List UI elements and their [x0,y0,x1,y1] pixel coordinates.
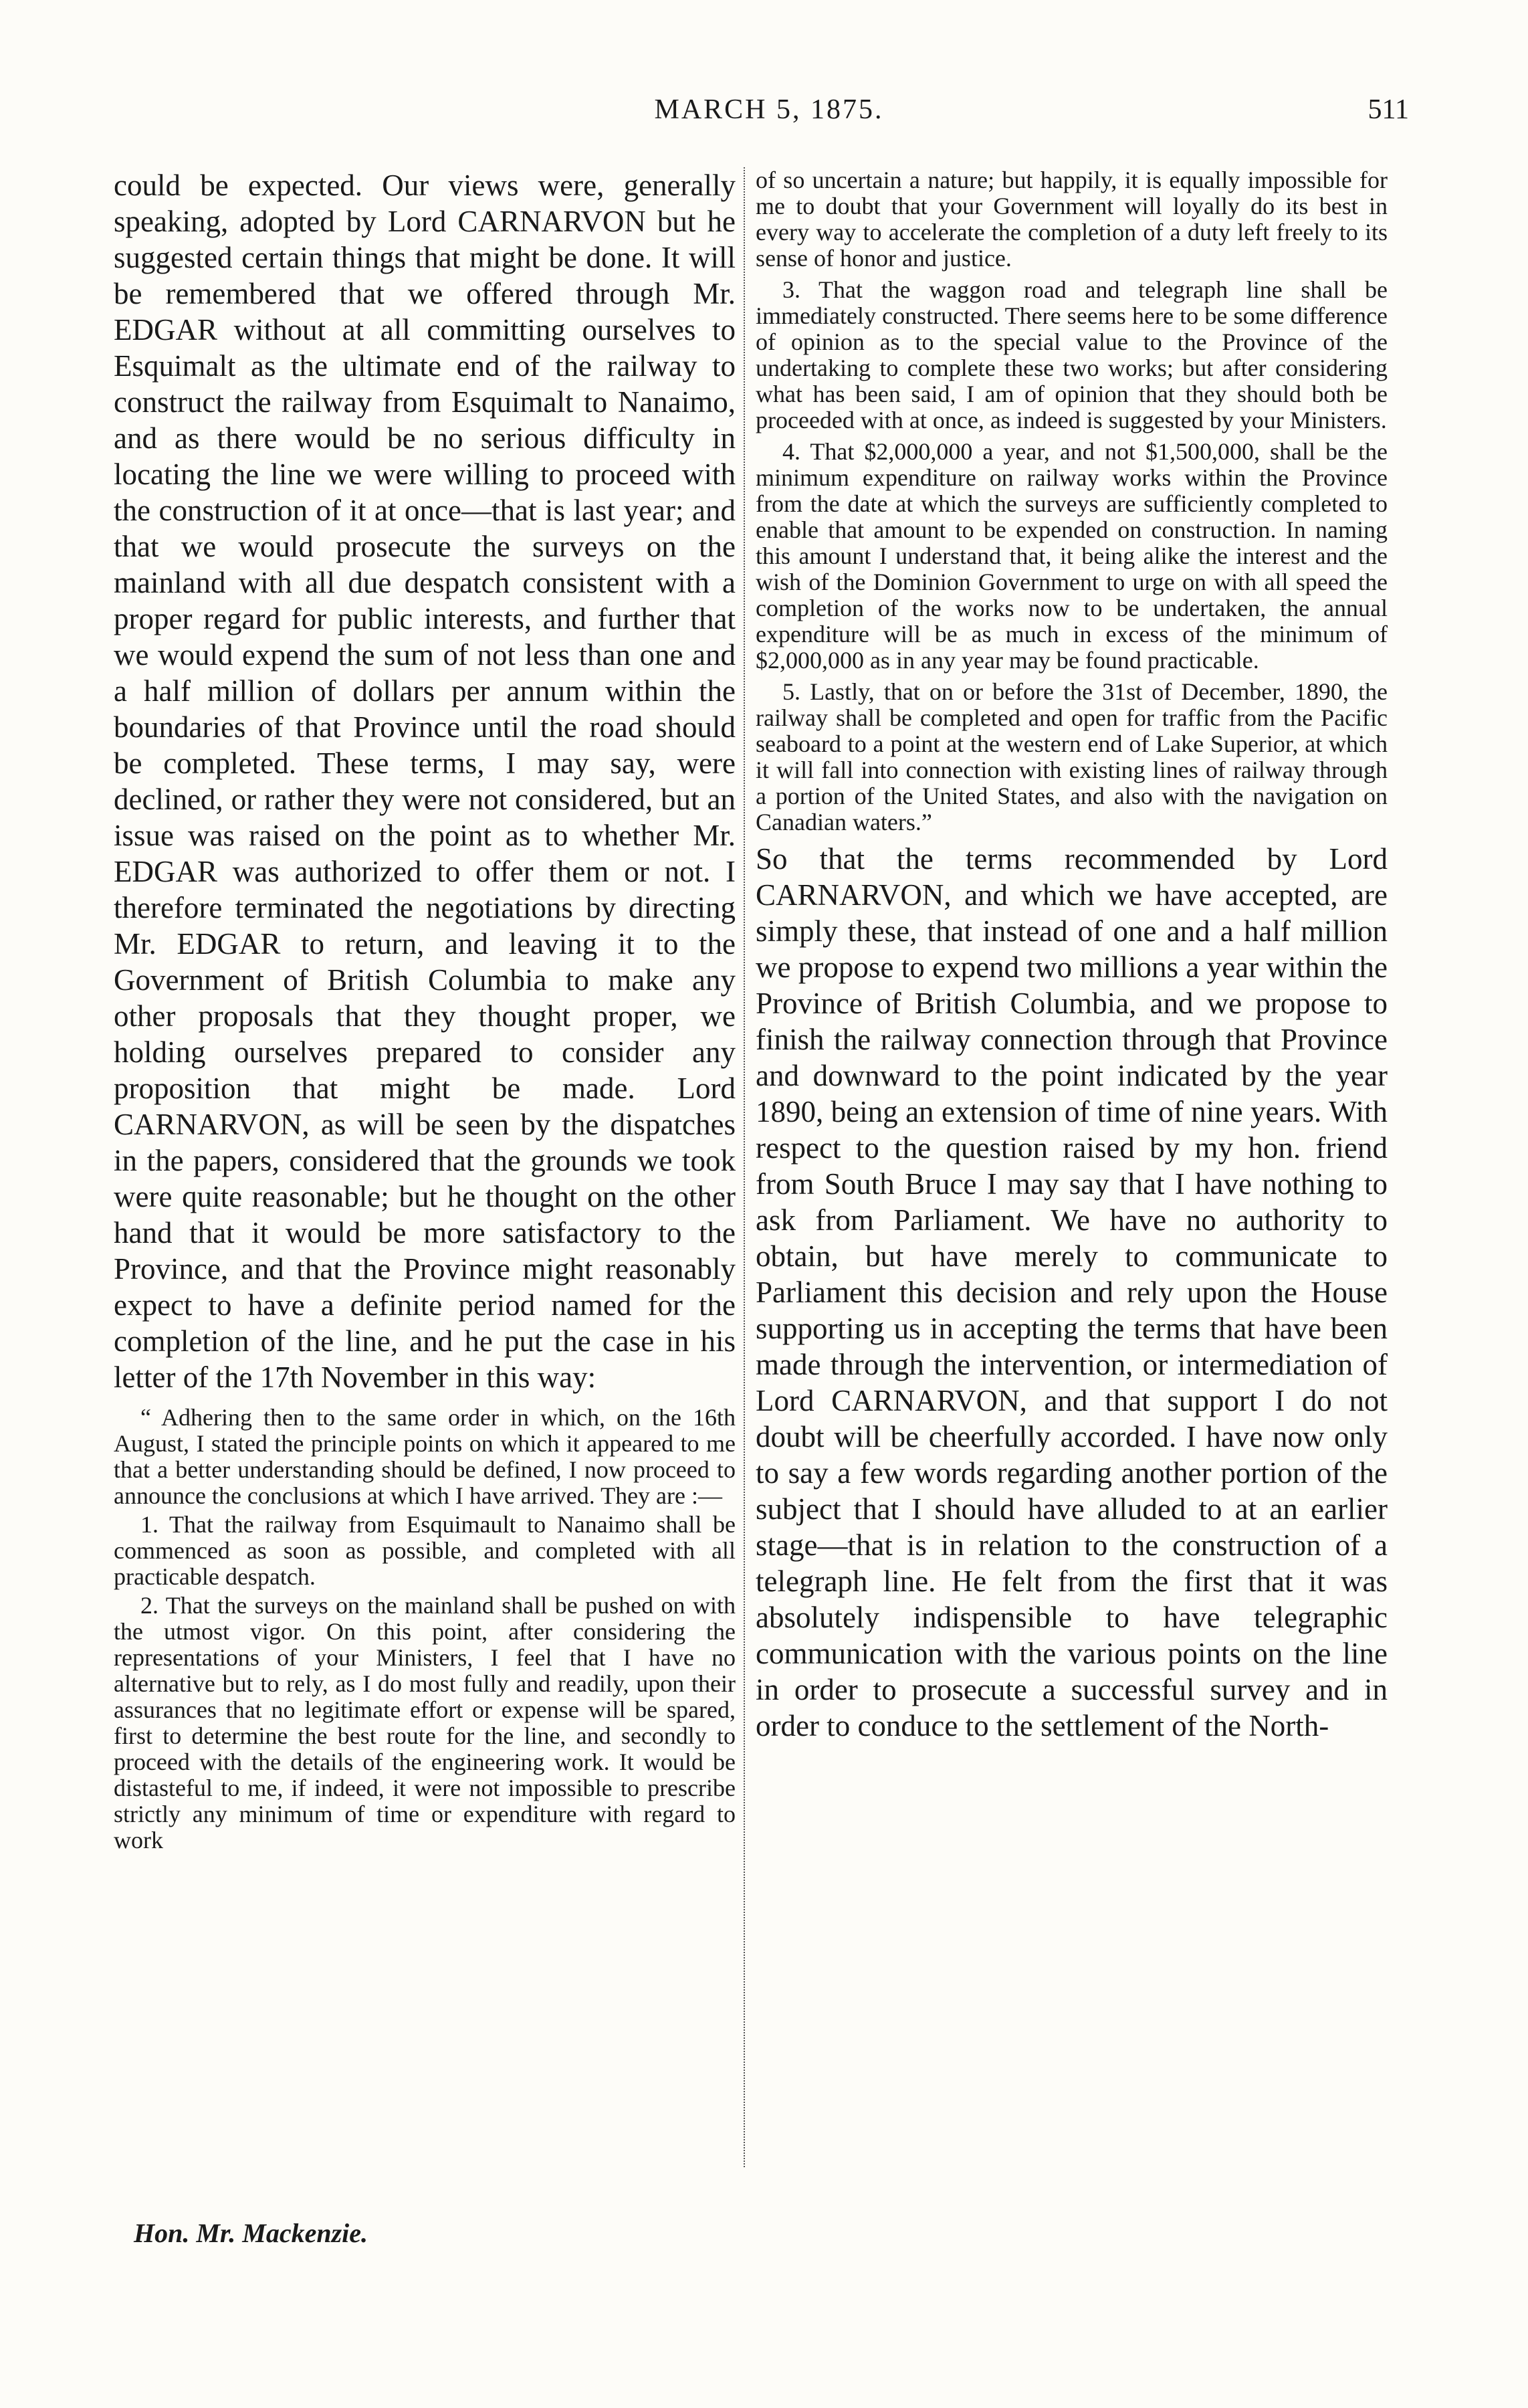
page-date: MARCH 5, 1875. [654,94,884,125]
speaker-footer: Hon. Mr. Mackenzie. [134,2218,368,2248]
right-column [756,167,1388,1744]
quote-item-1: 1. That the railway from Esquimault to Nanaimo shall be commenced as soon as possible, and completed with all practicable despatch. [114,1511,736,1590]
quoted-letter [114,1405,736,1853]
quoted-letter-continued [756,167,1388,835]
quote-item-4: 4. That $2,000,000 a year, and not $1,500,000, shall be the minimum expenditure on railway works within the Province from the date at which the surveys are sufficiently completed to enable that amount to be expended on construction. In naming this amount I understand that, it being alike the interest and the wish of the Dominion Government to urge on with all speed the completion of the works now to be undertaken, the annual expenditure will be as much in excess of the minimum of $2,000,000 as in any year may be found practicable. [756,438,1388,674]
page-number: 511 [1368,94,1409,125]
quote-item-2: 2. That the surveys on the mainland shall be pushed on with the utmost vigor. On this point, after considering the representations of your Ministers, I feel that I have no alternative but to rely, as I do most fully and readily, upon their assurances that no legitimate effort or expense will be spared, first to determine the best route for the line, and secondly to proceed with the details of the engineering work. It would be distasteful to me, if indeed, it were not impossible to prescribe strictly any minimum of time or expenditure with regard to work [114,1592,736,1853]
left-column [114,167,736,1856]
column-divider [744,167,745,2167]
speech-paragraph: So that the terms recommended by Lord CARNARVON, and which we have accepted, are simply these, that instead of one and a half million we propose to expend two millions a year within the Province of British Columbia, and we propose to finish the railway connection through that Province and downward to the point indicated by the year 1890, being an extension of time of nine years. With respect to the question raised by my hon. friend from South Bruce I may say that I have nothing to ask from Parliament. We have no authority to obtain, but have merely to communicate to Parliament this decision and rely upon the House supporting us in accepting the terms that have been made through the intervention, or intermediation of Lord CARNARVON, and that support I do not doubt will be cheerfully accorded. I have now only to say a few words regarding another portion of the subject that I should have alluded to at an earlier stage—that is in relation to the construction of a telegraph line. He felt from the first that it was absolutely indispensible to have telegraphic communication with the various points on the line in order to prosecute a successful survey and in order to conduce to the settlement of the North- [756,842,1388,1742]
quote-item-3: 3. That the waggon road and telegraph line shall be immediately constructed. There seems here to be some difference of opinion as to the special value to the Province of the undertaking to complete these two works; but after considering what has been said, I am of opinion that they should both be proceeded with at once, as indeed is suggested by your Ministers. [756,276,1388,433]
page-header [117,94,1421,134]
quote-item-5: 5. Lastly, that on or before the 31st of December, 1890, the railway shall be completed and open for traffic from the Pacific seaboard to a point at the western end of Lake Superior, at which it will fall into connection with existing lines of railway through a portion of the United States, and also with the navigation on Canadian waters.” [756,678,1388,835]
speech-paragraph: could be expected. Our views were, generally speaking, adopted by Lord CARNARVON but he suggested certain things that might be done. It will be remembered that we offered through Mr. EDGAR without at all committing ourselves to Esquimalt as the ultimate end of the railway to construct the railway from Esquimalt to Nanaimo, and as there would be no serious difficulty in locating the line we were willing to proceed with the construction of it at once—that is last year; and that we would prosecute the surveys on the mainland with all due despatch consistent with a proper regard for public interests, and further that we would expend the sum of not less than one and a half million of dollars per annum within the boundaries of that Province until the road should be completed. These terms, I may say, were declined, or rather they were not considered, but an issue was raised on the point as to whether Mr. EDGAR was authorized to offer them or not. I therefore terminated the negotiations by directing Mr. EDGAR to return, and leaving it to the Government of British Columbia to make any other proposals that they thought proper, we holding ourselves prepared to consider any proposition that might be made. Lord CARNARVON, as will be seen by the dispatches in the papers, considered that the grounds we took were quite reasonable; but he thought on the other hand that it would be more satisfactory to the Province, and that the Province might reasonably expect to have a definite period named for the completion of the line, and he put the case in his letter of the 17th November in this way: [114,169,736,1394]
quote-continuation: of so uncertain a nature; but happily, it is equally impossible for me to doubt that your Government will loyally do its best in every way to accelerate the completion of a duty left freely to its sense of honor and justice. [756,167,1388,272]
quote-paragraph: “ Adhering then to the same order in which, on the 16th August, I stated the principle points on which it appeared to me that a better understanding should be defined, I now proceed to announce the conclusions at which I have arrived. They are :— [114,1404,736,1509]
